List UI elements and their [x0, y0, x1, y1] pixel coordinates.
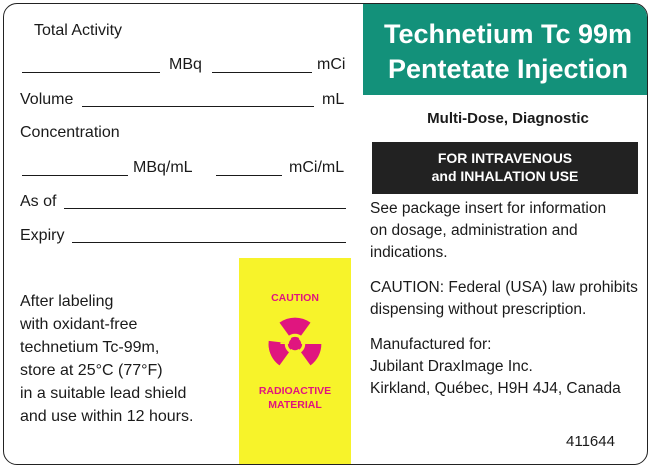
manufacturer-line: Manufactured for: [370, 336, 492, 353]
storage-line: in a suitable lead shield [20, 385, 187, 402]
caution-text-line: CAUTION: Federal (USA) law prohibits [370, 279, 638, 296]
caution-text-line: dispensing without prescription. [370, 301, 587, 318]
storage-line: technetium Tc-99m, [20, 339, 160, 356]
product-title-line2: Pentetate Injection [387, 54, 629, 84]
concentration-mci-line [216, 175, 282, 176]
manufacturer-line: Kirkland, Québec, H9H 4J4, Canada [370, 380, 621, 397]
storage-line: store at 25°C (77°F) [20, 362, 163, 379]
expiry-label: Expiry [20, 227, 65, 244]
product-subtitle: Multi-Dose, Diagnostic [427, 110, 589, 127]
volume-label: Volume [20, 91, 74, 108]
storage-line: and use within 12 hours. [20, 408, 194, 425]
radioactive-warning [239, 258, 351, 465]
route-banner [372, 142, 638, 194]
material-caption: MATERIAL [268, 399, 322, 411]
insert-text-line: on dosage, administration and [370, 222, 578, 239]
concentration-mbq-line [22, 175, 128, 176]
product-title-line1: Technetium Tc 99m [383, 19, 633, 49]
insert-text-line: indications. [370, 244, 448, 261]
mci-unit: mCi [317, 56, 346, 73]
radioactive-caption: RADIOACTIVE [258, 385, 332, 397]
mbq-per-ml-unit: MBq/mL [133, 159, 193, 176]
concentration-label: Concentration [20, 124, 120, 141]
route-line2: and INHALATION USE [431, 168, 579, 184]
product-label [3, 3, 648, 465]
total-activity-label: Total Activity [34, 22, 123, 39]
radiation-trefoil-icon [264, 313, 326, 375]
total-activity-mci-line [212, 72, 312, 73]
volume-line [82, 106, 314, 107]
ml-unit: mL [322, 91, 345, 108]
manufacturer-line: Jubilant DraxImage Inc. [370, 358, 533, 375]
label-code: 411644 [566, 433, 615, 450]
mbq-unit: MBq [169, 56, 202, 73]
mci-per-ml-unit: mCi/mL [289, 159, 345, 176]
as-of-label: As of [20, 193, 57, 210]
total-activity-mbq-line [22, 72, 160, 73]
insert-text-line: See package insert for information [370, 200, 607, 217]
as-of-line [64, 208, 346, 209]
caution-caption: CAUTION [271, 292, 319, 304]
storage-line: with oxidant-free [20, 316, 138, 333]
route-line1: FOR INTRAVENOUS [437, 150, 573, 166]
product-title-banner [363, 3, 648, 95]
storage-line: After labeling [20, 293, 114, 310]
expiry-line [72, 242, 346, 243]
